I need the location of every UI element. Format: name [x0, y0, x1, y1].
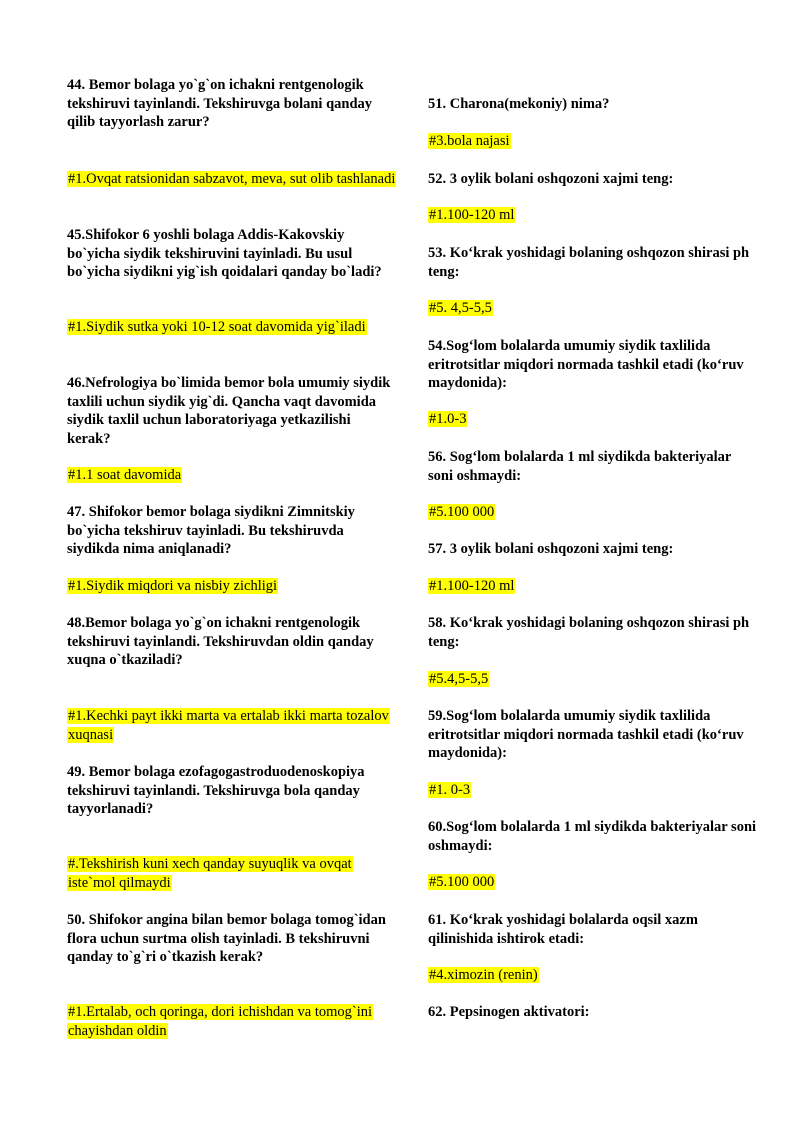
- answer-57: [428, 577, 758, 596]
- question-50: 50. Shifokor angina bilan bemor bolaga tomog`idan flora uchun surtma olish tayinladi. B tekshiruvni qanday to`g`ri o`tkazish kerak?: [67, 912, 386, 965]
- question-62: 62. Pepsinogen aktivatori:: [428, 1004, 590, 1020]
- answer-46: [67, 466, 397, 485]
- question-52: 52. 3 oylik bolani oshqozoni xajmi teng:: [428, 171, 674, 187]
- answer-49: [67, 855, 397, 892]
- answer-59: [428, 781, 758, 800]
- answer-58: [428, 670, 758, 689]
- question-58: 58. Ko‘krak yoshidagi bolaning oshqozon shirasi ph teng:: [428, 615, 750, 650]
- answer-54: [428, 410, 758, 429]
- question-45: 45.Shifokor 6 yoshli bolaga Addis-Kakovskiy bo`yicha siydik tekshiruvini tayinladi. Bu usul bo`yicha siydikni yig`ish qoidalari qanday bo`ladi?: [67, 227, 382, 280]
- answer-highlight: #1.0-3: [429, 411, 467, 427]
- answer-highlight: #1. 0-3: [429, 782, 471, 798]
- answer-44: [67, 170, 397, 189]
- answer-highlight: #1.Siydik miqdori va nisbiy zichligi: [68, 578, 278, 594]
- answer-45: [67, 318, 397, 337]
- answer-highlight: #1.Siydik sutka yoki 10-12 soat davomida yig`iladi: [68, 319, 366, 335]
- answer-51: [428, 132, 758, 151]
- answer-highlight: #4.ximozin (renin): [429, 967, 538, 983]
- answer-highlight: #5. 4,5-5,5: [429, 300, 492, 316]
- answer-56: [428, 503, 758, 522]
- question-59: 59.Sog‘lom bolalarda umumiy siydik taxlilida eritrotsitlar miqdori normada tashkil etadi (ko‘ruv maydonida):: [428, 708, 744, 761]
- answer-highlight: #1.100-120 ml: [429, 207, 515, 223]
- question-54: 54.Sog‘lom bolalarda umumiy siydik taxlilida eritrotsitlar miqdori normada tashkil etadi (ko‘ruv maydonida):: [428, 338, 744, 391]
- answer-48: [67, 707, 397, 744]
- question-53: 53. Ko‘krak yoshidagi bolaning oshqozon shirasi ph teng:: [428, 245, 750, 280]
- question-51: 51. Charona(mekoniy) nima?: [428, 96, 610, 112]
- answer-highlight: #1.Ertalab, och qoringa, dori ichishdan va tomog`ini chayishdan oldin: [68, 1004, 373, 1039]
- question-60: 60.Sog‘lom bolalarda 1 ml siydikda bakteriyalar soni oshmaydi:: [428, 819, 757, 854]
- answer-highlight: #5.100 000: [429, 504, 495, 520]
- question-48: 48.Bemor bolaga yo`g`on ichakni rentgenologik tekshiruvi tayinlandi. Tekshiruvdan oldin qanday xuqna o`tkaziladi?: [67, 615, 374, 668]
- answer-highlight: #1.100-120 ml: [429, 578, 515, 594]
- answer-50: [67, 1003, 397, 1040]
- answer-highlight: #3.bola najasi: [429, 133, 510, 149]
- answer-highlight: #5.100 000: [429, 874, 495, 890]
- answer-highlight: #.Tekshirish kuni xech qanday suyuqlik va ovqat iste`mol qilmaydi: [68, 856, 352, 891]
- answer-60: [428, 873, 758, 892]
- question-49: 49. Bemor bolaga ezofagogastroduodenoskopiya tekshiruvi tayinlandi. Tekshiruvga bola qanday tayyorlanadi?: [67, 764, 365, 817]
- answer-47: [67, 577, 397, 596]
- answer-61: [428, 966, 758, 985]
- question-56: 56. Sog‘lom bolalarda 1 ml siydikda bakteriyalar soni oshmaydi:: [428, 449, 732, 484]
- answer-52: [428, 206, 758, 225]
- answer-53: [428, 299, 758, 318]
- question-44: 44. Bemor bolaga yo`g`on ichakni rentgenologik tekshiruvi tayinlandi. Tekshiruvga bolani qanday qilib tayyorlash zarur?: [67, 77, 373, 130]
- question-57: 57. 3 oylik bolani oshqozoni xajmi teng:: [428, 541, 674, 557]
- answer-highlight: #5.4,5-5,5: [429, 671, 489, 687]
- question-46: 46.Nefrologiya bo`limida bemor bola umumiy siydik taxlili uchun siydik yig`di. Qancha vaqt davomida siydik taxlil uchun laboratoriyaga yetkazilishi kerak?: [67, 375, 391, 447]
- answer-highlight: #1.Ovqat ratsionidan sabzavot, meva, sut olib tashlanadi: [68, 171, 396, 187]
- answer-highlight: #1.1 soat davomida: [68, 467, 182, 483]
- question-47: 47. Shifokor bemor bolaga siydikni Zimnitskiy bo`yicha tekshiruv tayinladi. Bu tekshiruvda siydikda nima aniqlanadi?: [67, 504, 355, 557]
- answer-highlight: #1.Kechki payt ikki marta va ertalab ikki marta tozalov xuqnasi: [68, 708, 389, 743]
- question-61: 61. Ko‘krak yoshidagi bolalarda oqsil xazm qilinishida ishtirok etadi:: [428, 912, 698, 947]
